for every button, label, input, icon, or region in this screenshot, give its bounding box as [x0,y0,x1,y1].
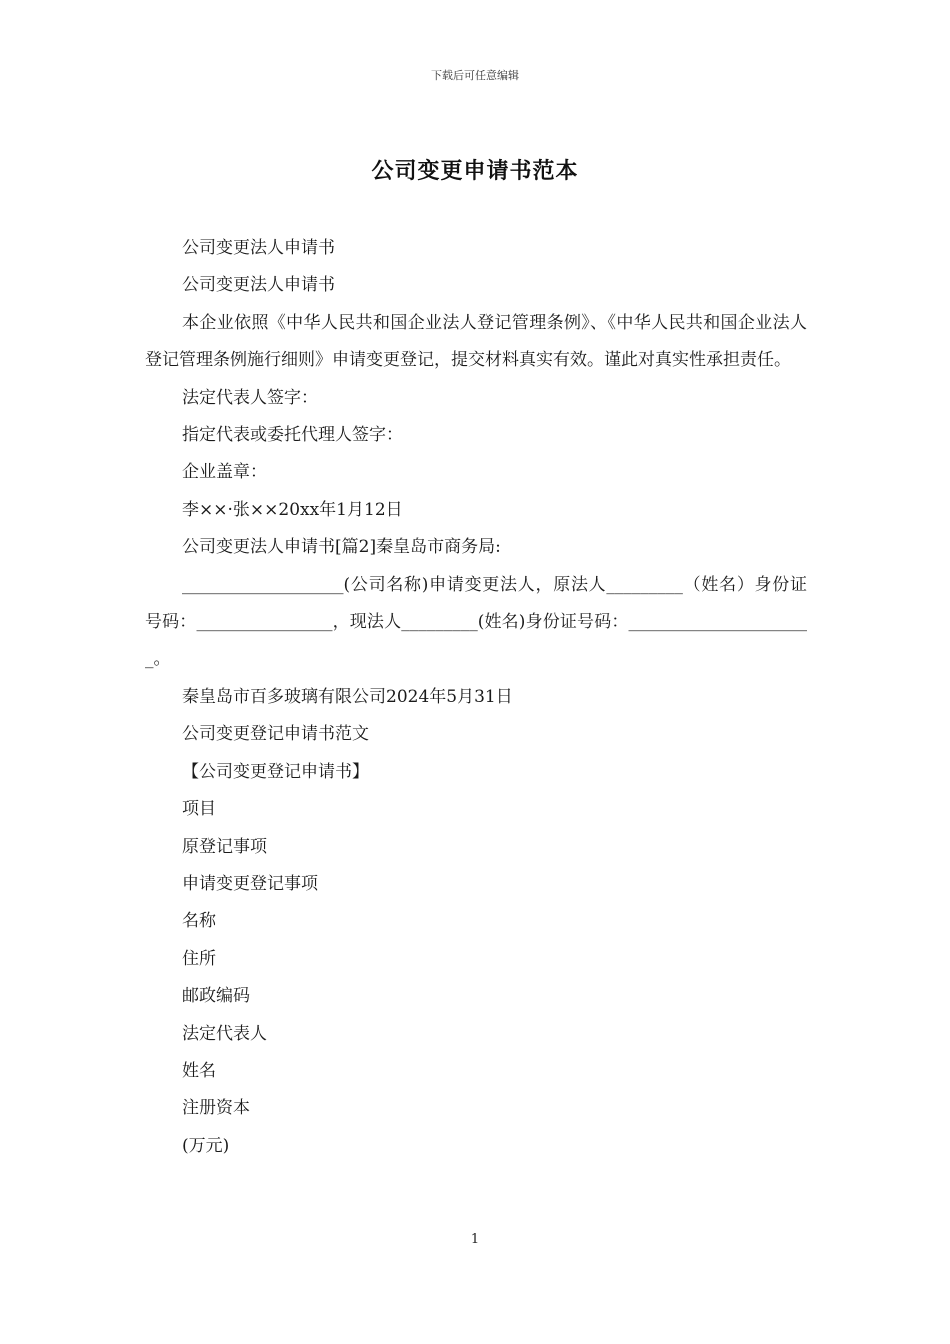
paragraph: 名称 [182,911,216,932]
paragraph: ___________________(公司名称)申请变更法人，原法人_________（姓名）身份证号码：________________，现法人_________(姓名)身份证号码：______________________。 [145,574,807,670]
paragraph: 秦皇岛市百多玻璃有限公司2024年5月31日 [182,686,513,707]
paragraph: 公司变更法人申请书 [182,275,335,296]
paragraph: 姓名 [182,1060,216,1081]
paragraph: 法定代表人签字： [182,387,318,408]
paragraph: 公司变更法人申请书[篇2]秦皇岛市商务局: [182,537,501,558]
paragraph: 申请变更登记事项 [182,873,318,894]
header-note: 下载后可任意编辑 [431,69,519,82]
paragraph: 住所 [182,948,216,969]
paragraph: 公司变更登记申请书范文 [182,724,369,745]
paragraph: (万元) [182,1135,230,1156]
paragraph: 公司变更法人申请书 [182,238,335,258]
paragraph: 法定代表人 [182,1023,267,1044]
document-title: 公司变更申请书范本 [371,158,579,184]
paragraph: 原登记事项 [182,836,267,857]
paragraph: 李××·张××20xx年1月12日 [182,499,403,520]
paragraph: 邮政编码 [182,986,250,1007]
paragraph: 项目 [182,799,216,820]
paragraph: 指定代表或委托代理人签字： [182,425,403,446]
paragraph: 企业盖章： [182,462,267,483]
document-body [145,230,807,1165]
paragraph: 【公司变更登记申请书】 [182,761,369,782]
page-number: 1 [470,1232,480,1247]
paragraph: 注册资本 [182,1098,250,1119]
paragraph: 本企业依照《中华人民共和国企业法人登记管理条例》、《中华人民共和国企业法人登记管理条例施行细则》申请变更登记，提交材料真实有效。谨此对真实性承担责任。 [145,312,807,371]
